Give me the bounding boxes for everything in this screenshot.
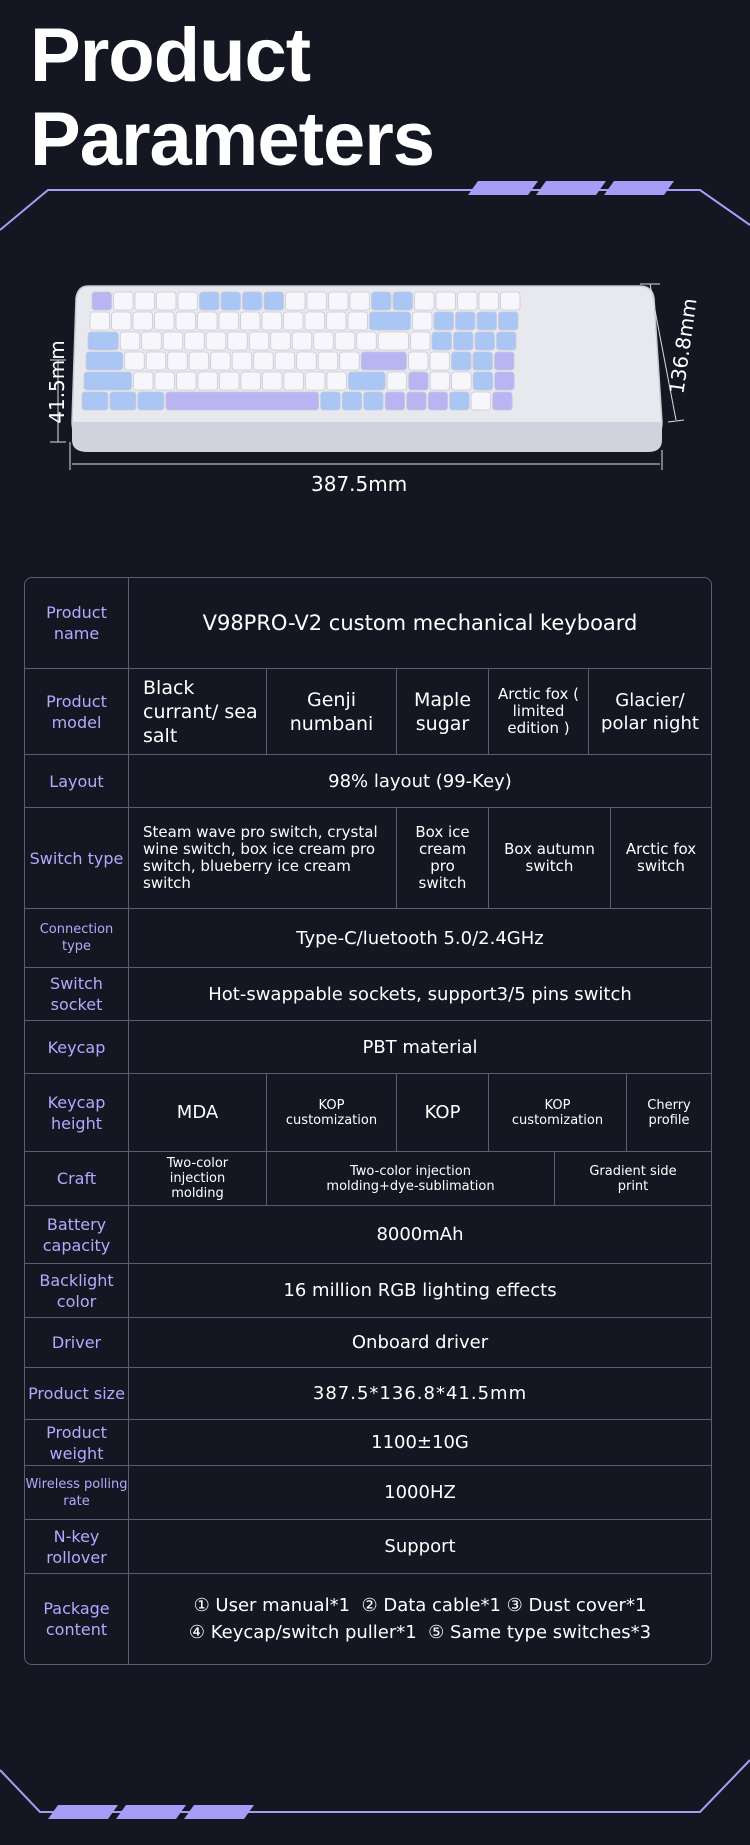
keycap: [327, 312, 347, 330]
keycap: [146, 352, 166, 370]
row-label: Product weight: [25, 1420, 129, 1465]
keycap: [378, 332, 408, 350]
keycap: [329, 292, 349, 310]
row-label: Battery capacity: [25, 1206, 129, 1263]
nkey-value: Support: [384, 1536, 456, 1557]
size-value: 387.5*136.8*41.5mm: [312, 1383, 528, 1404]
keycap: [348, 312, 368, 330]
keycap: [243, 292, 263, 310]
keycap: [434, 312, 454, 330]
keycap: [155, 372, 175, 390]
keycap: [232, 352, 252, 370]
keycap: [176, 312, 196, 330]
row-keycap: [25, 1021, 711, 1074]
switch-cell: Arctic fox switch: [625, 840, 697, 875]
row-keycap-height: [25, 1074, 711, 1152]
craft-cell: Two-color injection molding+dye-sublimation: [267, 1152, 555, 1205]
keycap: [88, 332, 118, 350]
keycap: [430, 372, 450, 390]
keycap: [84, 372, 131, 390]
keycap: [454, 332, 474, 350]
package-value: [129, 1574, 711, 1664]
row-product-size: [25, 1368, 711, 1420]
keycap: [120, 332, 140, 350]
keycap: [393, 292, 413, 310]
keycap: [110, 392, 136, 410]
keycap: [350, 292, 370, 310]
switch-cell: Box ice cream pro switch: [397, 808, 489, 908]
weight-value: 1100±10G: [371, 1432, 469, 1453]
keycap: [249, 332, 269, 350]
battery-value: 8000mAh: [376, 1224, 464, 1245]
keycap: [387, 372, 407, 390]
row-connection-type: [25, 909, 711, 968]
keycap: [473, 352, 493, 370]
row-label: Switch socket: [25, 968, 129, 1020]
model-cell: Black currant/ sea salt: [129, 669, 267, 754]
keycap: [385, 392, 405, 410]
row-label: Keycap height: [25, 1074, 129, 1151]
keycap: [114, 292, 134, 310]
spec-table: [24, 577, 712, 1665]
row-switch-type: [25, 808, 711, 909]
model-cell: Genji numbani: [267, 669, 397, 754]
keycap: [411, 332, 431, 350]
keycap: [436, 292, 456, 310]
keycap: [241, 372, 261, 390]
polling-value: 1000HZ: [384, 1482, 456, 1503]
height-dimension: 41.5mm: [45, 340, 69, 424]
driver-value: Onboard driver: [351, 1332, 489, 1353]
keycap: [499, 312, 519, 330]
row-label: Package content: [25, 1574, 129, 1664]
keycap: [189, 352, 209, 370]
keycap: [327, 372, 347, 390]
keycap: [413, 312, 433, 330]
keycap: [452, 352, 472, 370]
keycap: [305, 372, 325, 390]
keycap: [428, 392, 448, 410]
model-cell: Glacier/ polar night: [601, 689, 699, 734]
row-product-weight: [25, 1420, 711, 1466]
row-label: Connection type: [25, 909, 129, 967]
row-label: Wireless polling rate: [25, 1466, 129, 1519]
keycap: [318, 352, 338, 370]
product-name-value: V98PRO-V2 custom mechanical keyboard: [202, 611, 638, 635]
height-cell: Cherry profile: [647, 1097, 691, 1128]
row-backlight: [25, 1264, 711, 1318]
row-label: Product model: [25, 669, 129, 754]
keycap: [135, 292, 155, 310]
keycap: [200, 292, 220, 310]
keycap: [479, 292, 499, 310]
row-label: Product size: [25, 1368, 129, 1419]
keycap: [82, 392, 108, 410]
keycap: [348, 372, 385, 390]
row-nkey: [25, 1520, 711, 1574]
keycap: [142, 332, 162, 350]
keycap: [90, 312, 110, 330]
height-cell: KOP customization: [267, 1074, 397, 1151]
craft-cell: Gradient side print: [589, 1163, 677, 1194]
model-cell: Maple sugar: [397, 669, 489, 754]
title-line-1: Product: [30, 13, 311, 98]
keycap: [430, 352, 450, 370]
keycap: [176, 372, 196, 390]
keycap: [185, 332, 205, 350]
keycap: [501, 292, 521, 310]
keycap: [473, 372, 493, 390]
row-switch-socket: [25, 968, 711, 1021]
keycap: [211, 352, 231, 370]
keycap: [166, 392, 319, 410]
row-label: N-key rollover: [25, 1520, 129, 1573]
connection-value: Type-C/luetooth 5.0/2.4GHz: [296, 927, 544, 949]
switch-cell: Box autumn switch: [489, 808, 611, 908]
keycap: [307, 292, 327, 310]
keycap: [219, 372, 239, 390]
keycap: [458, 292, 478, 310]
keycap: [206, 332, 226, 350]
keycap: [409, 352, 429, 370]
keycap: [198, 372, 218, 390]
keycap: [305, 312, 325, 330]
keycap: [497, 332, 517, 350]
keycap: [409, 372, 429, 390]
keycap: [155, 312, 175, 330]
keycap: [372, 292, 392, 310]
keycap: [432, 332, 452, 350]
keycap-value: PBT material: [362, 1036, 478, 1058]
model-cell: Arctic fox ( limited edition ): [489, 669, 589, 754]
keycap: [133, 372, 153, 390]
keycap: [357, 332, 377, 350]
keycap: [335, 332, 355, 350]
row-label: Product name: [25, 578, 129, 668]
keycap: [125, 352, 145, 370]
keycap: [477, 312, 497, 330]
height-cell: KOP: [397, 1074, 489, 1151]
keycap: [221, 292, 241, 310]
row-label: Keycap: [25, 1021, 129, 1073]
keycap: [163, 332, 183, 350]
keycap: [286, 292, 306, 310]
keycap: [314, 332, 334, 350]
keycap: [92, 292, 112, 310]
keycap: [228, 332, 248, 350]
keycap: [284, 372, 304, 390]
package-line-1: ① User manual*1 ② Data cable*1 ③ Dust cover*1: [193, 1595, 647, 1616]
keycap: [86, 352, 123, 370]
keycap: [219, 312, 239, 330]
keycap: [264, 292, 284, 310]
keycap: [254, 352, 274, 370]
keycap: [370, 312, 411, 330]
row-battery: [25, 1206, 711, 1264]
keycap: [361, 352, 406, 370]
row-product-model: [25, 669, 711, 755]
keycap: [475, 332, 495, 350]
keycap: [342, 392, 362, 410]
row-package: [25, 1574, 711, 1664]
row-label: Switch type: [25, 808, 129, 908]
width-dimension: 387.5mm: [311, 472, 408, 496]
keycap: [495, 352, 515, 370]
depth-dimension: 136.8mm: [664, 296, 702, 396]
title-line-2: Parameters: [30, 97, 435, 182]
craft-cell: Two-color injection molding: [129, 1152, 267, 1205]
keycap: [456, 312, 476, 330]
keycap: [112, 312, 132, 330]
switch-cell: Steam wave pro switch, crystal wine switch, box ice cream pro switch, blueberry ice cream switch: [129, 808, 397, 908]
keycap: [292, 332, 312, 350]
row-craft: [25, 1152, 711, 1206]
layout-value: 98% layout (99-Key): [328, 770, 512, 792]
keycap: [262, 372, 282, 390]
keycap: [321, 392, 341, 410]
row-product-name: [25, 578, 711, 669]
keycap: [340, 352, 360, 370]
keycap: [364, 392, 384, 410]
keycap: [157, 292, 177, 310]
row-label: Layout: [25, 755, 129, 807]
keycap: [415, 292, 435, 310]
row-label: Backlight color: [25, 1264, 129, 1317]
row-label: Driver: [25, 1318, 129, 1367]
keycap: [407, 392, 427, 410]
page-title: [30, 14, 434, 182]
row-label: Craft: [25, 1152, 129, 1205]
keycap: [168, 352, 188, 370]
height-cell: KOP customization: [489, 1074, 627, 1151]
backlight-value: 16 million RGB lighting effects: [283, 1280, 557, 1301]
keycap: [450, 392, 470, 410]
keycap: [452, 372, 472, 390]
keycap: [297, 352, 317, 370]
height-cell: MDA: [129, 1074, 267, 1151]
keycap: [284, 312, 304, 330]
row-layout: [25, 755, 711, 808]
keycap: [493, 392, 513, 410]
row-driver: [25, 1318, 711, 1368]
package-line-2: ④ Keycap/switch puller*1 ⑤ Same type switches*3: [188, 1622, 652, 1643]
keycap: [178, 292, 198, 310]
keycap: [138, 392, 164, 410]
socket-value: Hot-swappable sockets, support3/5 pins switch: [208, 983, 632, 1005]
keycap: [133, 312, 153, 330]
row-polling-rate: [25, 1466, 711, 1520]
keycap: [198, 312, 218, 330]
keycap: [241, 312, 261, 330]
keycap: [262, 312, 282, 330]
keycap: [471, 392, 491, 410]
keycap: [275, 352, 295, 370]
keycap: [495, 372, 515, 390]
keycap: [271, 332, 291, 350]
